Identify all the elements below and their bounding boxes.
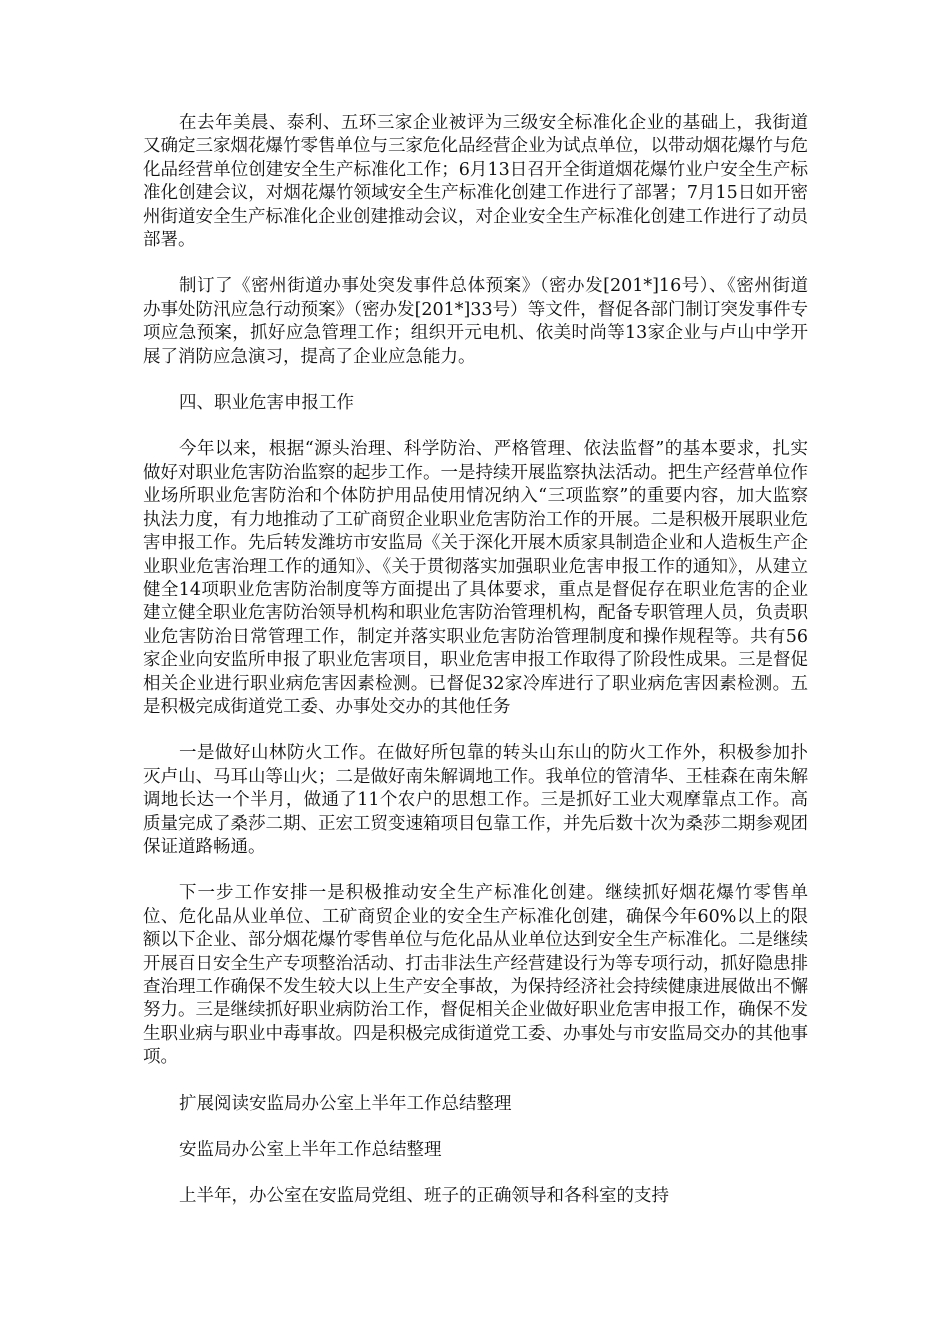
paragraph-extended-reading: 扩展阅读安监局办公室上半年工作总结整理 (179, 1093, 512, 1114)
paragraph-standardization: 在去年美晨、泰利、五环三家企业被评为三级安全标准化企业的基础上，我街道又确定三家烟花爆竹零售单位与三家危化品经营企业为试点单位，以带动烟花爆竹与危化品经营单位创建安全生产标准化工作；6月13日召开全街道烟花爆竹业户安全生产标准化创建会议，对烟花爆竹领域安全生产标准化创建工作进行了部署；7月15日如开密州街道安全生产标准化企业创建推动会议，对企业安全生产标准化创建工作进行了动员部署。 (143, 113, 808, 251)
paragraph-emergency-plans: 制订了《密州街道办事处突发事件总体预案》（密办发[201*]16号）、《密州街道办事处防汛应急行动预案》（密办发[201*]33号）等文件，督促各部门制订突发事件专项应急预案，抓好应急管理工作；组织开元电机、依美时尚等13家企业与卢山中学开展了消防应急演习，提高了企业应急能力。 (143, 276, 808, 367)
paragraph-first-half-intro: 上半年，办公室在安监局党组、班子的正确领导和各科室的支持 (179, 1186, 669, 1207)
section-heading-occupational-hazard: 四、职业危害申报工作 (179, 393, 354, 414)
paragraph-next-steps: 下一步工作安排一是积极推动安全生产标准化创建。继续抓好烟花爆竹零售单位、危化品从业单位、工矿商贸企业的安全生产标准化创建，确保今年60%以上的限额以下企业、部分烟花爆竹零售单位与危化品从业单位达到安全生产标准化。二是继续开展百日安全生产专项整治活动、打击非法生产经营建设行为等专项行动，抓好隐患排查治理工作确保不发生较大以上生产安全事故，为保持经济社会持续健康进展做出不懈努力。三是继续抓好职业病防治工作，督促相关企业做好职业危害申报工作，确保不发生职业病与职业中毒事故。四是积极完成街道党工委、办事处与市安监局交办的其他事项。 (143, 883, 808, 1068)
document-body (143, 112, 808, 1232)
document-subtitle: 安监局办公室上半年工作总结整理 (179, 1140, 442, 1161)
paragraph-other-tasks: 一是做好山林防火工作。在做好所包靠的转头山东山的防火工作外，积极参加扑灭卢山、马耳山等山火；二是做好南朱解调地工作。我单位的管清华、王桂森在南朱解调地长达一个半月，做通了11个农户的思想工作。三是抓好工业大观摩靠点工作。高质量完成了桑莎二期、正宏工贸变速箱项目包靠工作，并先后数十次为桑莎二期参观团保证道路畅通。 (143, 743, 808, 857)
paragraph-occupational-hazard: 今年以来，根据“源头治理、科学防治、严格管理、依法监督”的基本要求，扎实做好对职业危害防治监察的起步工作。一是持续开展监察执法活动。把生产经营单位作业场所职业危害防治和个体防护用品使用情况纳入“三项监察”的重要内容，加大监察执法力度，有力地推动了工矿商贸企业职业危害防治工作的开展。二是积极开展职业危害申报工作。先后转发潍坊市安监局《关于深化开展木质家具制造企业和人造板生产企业职业危害治理工作的通知》、《关于贯彻落实加强职业危害申报工作的通知》，从建立健全14项职业危害防治制度等方面提出了具体要求，重点是督促存在职业危害的企业建立健全职业危害防治领导机构和职业危害防治管理机构，配备专职管理人员，负责职业危害防治日常管理工作，制定并落实职业危害防治管理制度和操作规程等。共有56家企业向安监所申报了职业危害项目，职业危害申报工作取得了阶段性成果。三是督促相关企业进行职业病危害因素检测。已督促32家冷库进行了职业病危害因素检测。五是积极完成街道党工委、办事处交办的其他任务 (143, 439, 808, 717)
